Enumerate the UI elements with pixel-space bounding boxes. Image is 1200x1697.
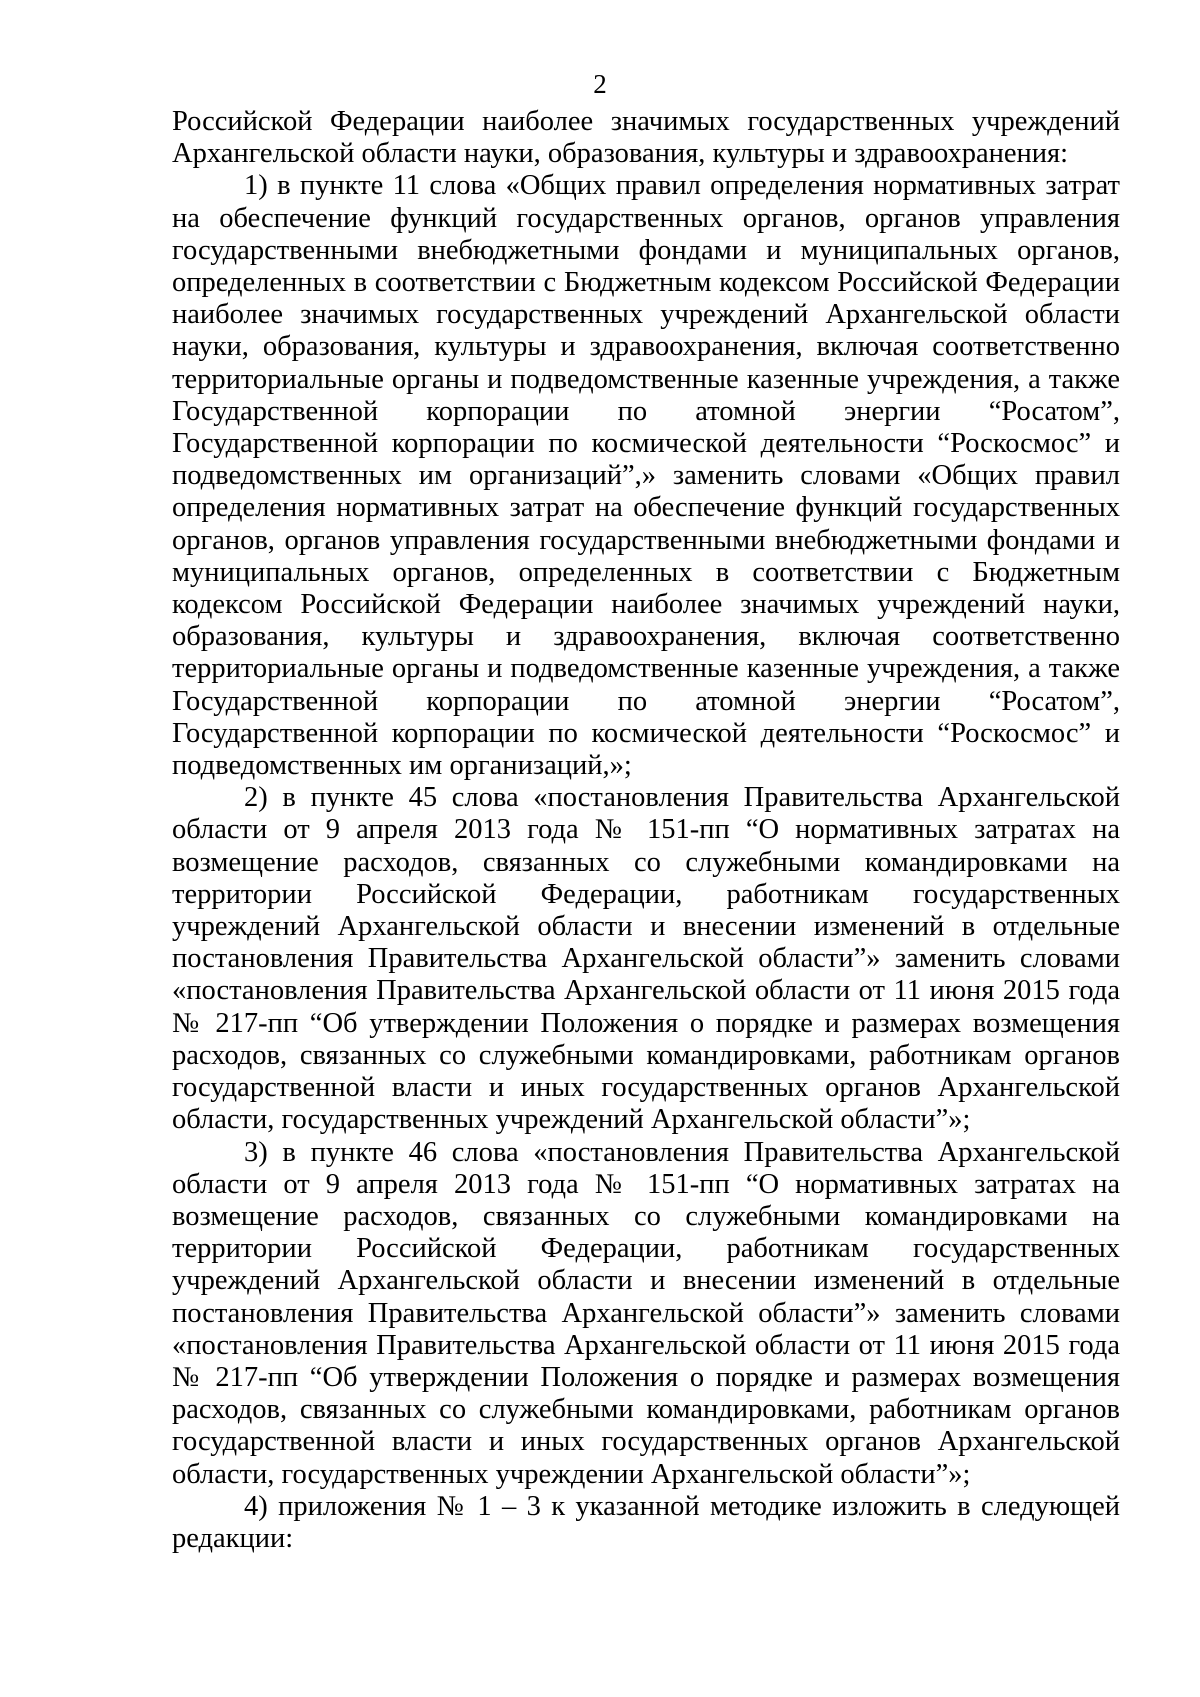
paragraph-item-1: 1) в пункте 11 слова «Общих правил определения нормативных затрат на обеспечение функций государственных органов, органов управления государственными внебюджетными фондами и муниципальных органов, определенных в соответствии с Бюджетным кодексом Российской Федерации наиболее значимых государственных учреждений Архангельской области науки, образования, культуры и здравоохранения, включая соответственно территориальные органы и подведомственные казенные учреждения, а также Государственной корпорации по атомной энергии “Росатом”, Государственной корпорации по космической деятельности “Роскосмос” и подведомственных им организаций”,» заменить словами «Общих правил определения нормативных затрат на обеспечение функций государственных органов, органов управления государственными внебюджетными фондами и муниципальных органов, определенных в соответствии с Бюджетным кодексом Российской Федерации наиболее значимых учреждений науки, образования, культуры и здравоохранения, включая соответственно территориальные органы и подведомственные казенные учреждения, а также Государственной корпорации по атомной энергии “Росатом”, Государственной корпорации по космической деятельности “Роскосмос” и подведомственных им организаций,»; <box>172 170 1120 782</box>
page-number: 2 <box>593 69 607 99</box>
paragraph-item-3: 3) в пункте 46 слова «постановления Правительства Архангельской области от 9 апреля 2013 года № 151-пп “О нормативных затратах на возмещение расходов, связанных со служебными командировками на территории Российской Федерации, работникам государственных учреждений Архангельской области и внесении изменений в отдельные постановления Правительства Архангельской области”» заменить словами «постановления Правительства Архангельской области от 11 июня 2015 года № 217-пп “Об утверждении Положения о порядке и размерах возмещения расходов, связанных со служебными командировками, работникам органов государственной власти и иных государственных органов Архангельской области, государственных учреждении Архангельской области”»; <box>172 1136 1120 1490</box>
paragraph-item-2: 2) в пункте 45 слова «постановления Правительства Архангельской области от 9 апреля 2013 года № 151-пп “О нормативных затратах на возмещение расходов, связанных со служебными командировками на территории Российской Федерации, работникам государственных учреждений Архангельской области и внесении изменений в отдельные постановления Правительства Архангельской области”» заменить словами «постановления Правительства Архангельской области от 11 июня 2015 года № 217-пп “Об утверждении Положения о порядке и размерах возмещения расходов, связанных со служебными командировками, работникам органов государственной власти и иных государственных органов Архангельской области, государственных учреждений Архангельской области”»; <box>172 782 1120 1136</box>
document-body <box>172 106 1120 1555</box>
paragraph-continuation: Российской Федерации наиболее значимых государственных учреждений Архангельской области науки, образования, культуры и здравоохранения: <box>172 106 1120 170</box>
paragraph-item-4: 4) приложения № 1 – 3 к указанной методике изложить в следующей редакции: <box>172 1490 1120 1554</box>
